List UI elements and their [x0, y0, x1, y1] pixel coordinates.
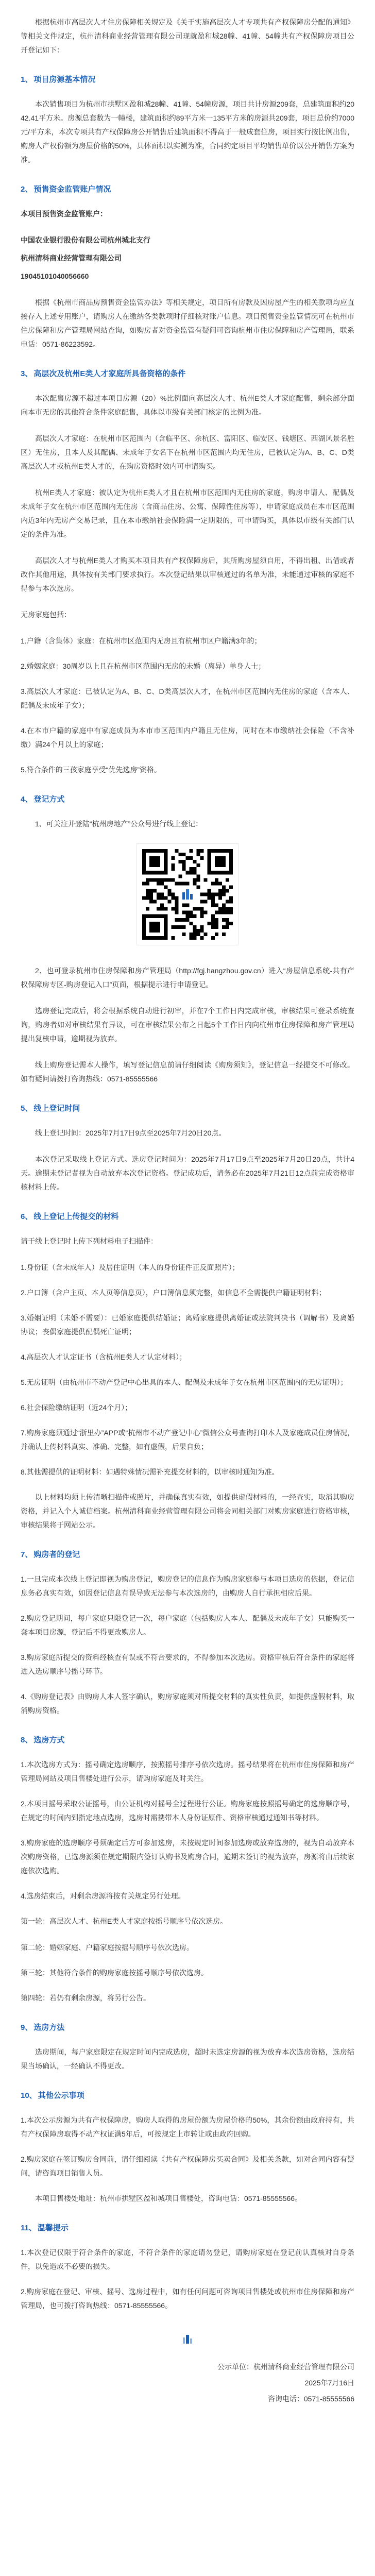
registration-method-paragraph: 选房登记完成后，将会根据系统自动进行初审，并在7个工作日内完成审核，审核结果可登录系统查询，购房者如对审核结果有异议，可在审核结果公布之日起5个工作日内向杭州市住房保障和房产管理局提出复核申请，逾期视为放弃。: [21, 1007, 354, 1043]
process-item: 1.一旦完成本次线上登记即视为购房登记，购房登记的信息作为购房家庭参与本项目选房的依据，登记信息务必真实有效，如因登记信息有误导致无法参与本次选房的，由购房人自行承担相应后果。: [21, 1575, 354, 1597]
eligibility-paragraph: 本次配售房源不超过本项目房源（20）%比例面向高层次人才、杭州E类人才家庭配售，剩余部分面向本市无房的其他符合条件家庭配售，具体以市级有关部门核定的比例为准。: [21, 394, 354, 416]
materials-note: 以上材料均须上传清晰扫描件或照片，并确保真实有效，如提供虚假材料的，一经查实，取消其购房资格，并记入个人诚信档案。杭州清科商业经营管理有限公司将会同相关部门对购房家庭进行资格审核，审核结果将于网站公示。: [21, 1493, 354, 1529]
materials-item: 1.身份证（含未成年人）及居住证明（本人的身份证件正反面照片）；: [21, 1263, 240, 1272]
selection-item: 1.本次选房方式为：摇号确定选房顺序，按照摇号排序号依次选房。摇号结果将在杭州市住房保障和房产管理局网站及项目售楼处进行公示，请购房家庭及时关注。: [21, 1760, 354, 1783]
selection-item: 2.本项目摇号采取公证摇号，由公证机构对摇号全过程进行公证。购房家庭按照摇号确定的选房顺序号，在规定的时间内到指定地点选房，选房时需携带本人身份证原件、资格审核通过通知书等材料。: [21, 1800, 354, 1822]
supervision-note: 根据《杭州市商品房预售资金监管办法》等相关规定，项目所有房款及因房屋产生的相关款项均应直接存入上述专用账户，请购房人在缴纳各类款项时仔细核对账户信息。项目预售资金监管情况可在杭州市住房保障和房产管理局网站查询，如购房者对资金监管有疑问可咨询杭州市住房保障和房产管理局，联系电话：0571-86223592。: [21, 298, 354, 348]
process-item: 3.购房家庭所提交的资料经核查有误或不符合要求的，不得参加本次选房。资格审核后符合条件的家庭将进入选房顺序号摇号环节。: [21, 1653, 354, 1675]
supervision-intro: 本项目预售资金监管账户：: [21, 210, 107, 218]
section-heading-materials: 6、 线上登记上传提交的材料: [21, 1212, 119, 1221]
priority-item: 2.婚姻家庭：30周岁以上且在杭州市区范围内无房的未婚（离异）单身人士；: [21, 662, 266, 670]
section-heading-project-info: 1、 项目房源基本情况: [21, 75, 96, 84]
section-heading-registration-method: 4、 登记方式: [21, 795, 65, 804]
hotline-link[interactable]: 0571-85555566: [107, 1075, 158, 1083]
building-logo-icon: [182, 2333, 193, 2345]
method-item: 第三轮：其他符合条件的购房家庭按摇号顺序号依次选房。: [21, 1969, 208, 1977]
registration-method-paragraph: 2、也可登录杭州市住房保障和房产管理局（http://fgj.hangzhou.gov.cn）进入“房屋信息系统-共有产权保障房专区-购房登记入口”页面，根据提示进行申请登记。: [21, 967, 354, 989]
materials-intro: 请于线上登记时上传下列材料电子扫描件：: [21, 1237, 158, 1245]
section-heading-supervision: 2、 预售资金监管账户情况: [21, 185, 111, 194]
tips-item: 1.本次登记仅限于符合条件的家庭，不符合条件的家庭请勿登记，请购房家庭在登记前认真核对自身条件，以免造成不必要的损失。: [21, 2248, 354, 2270]
account-name: 杭州清科商业经营管理有限公司: [21, 254, 122, 262]
process-item: 4.《购房登记表》由购房人本人签字确认，购房家庭须对所提交材料的真实性负责，如提供虚假材料，取消购房资格。: [21, 1692, 354, 1715]
materials-item: 5.无房证明（由杭州市不动产登记中心出具的本人、配偶及未成年子女在杭州市区范围内的无房证明）；: [21, 1378, 348, 1386]
priority-item: 3.高层次人才家庭：已被认定为A、B、C、D类高层次人才，在杭州市区范围内无住房的家庭（含本人、配偶及未成年子女）；: [21, 687, 354, 709]
account-bank: 中国农业银行股份有限公司杭州城北支行: [21, 236, 150, 244]
section-heading-buyer-registration: 7、 购房者的登记: [21, 1550, 80, 1559]
materials-item: 8.其他需提供的证明材料：如遇特殊情况需补充提交材料的，以审核时通知为准。: [21, 1468, 279, 1476]
eligibility-paragraph: 高层次人才家庭：在杭州市区范围内（含临平区、余杭区、富阳区、临安区、钱塘区、西湖风景名胜区）无住房，且本人及其配偶、未成年子女名下在杭州市区范围内均无住房，已被认定为A、B、C、D类高层次人才或杭州E类人才的，在购房资格时效内可申请购买。: [21, 434, 354, 470]
materials-item: 7.购房家庭须通过“浙里办”APP或“杭州市不动产登记中心”微信公众号查询打印本人及家庭成员住房情况，并确认上传材料真实、准确、完整，如有虚假，后果自负；: [21, 1429, 354, 1451]
publisher-logo: [21, 2333, 354, 2345]
priority-intro: 无房家庭包括：: [21, 611, 71, 619]
section-heading-tips: 11、 温馨提示: [21, 2224, 69, 2232]
selection-item: 4.选房结束后，对剩余房源将按有关规定另行处理。: [21, 1892, 185, 1900]
materials-item: 6.社会保险缴纳证明（近24个月）；: [21, 1403, 132, 1412]
footer-phone: 咨询电话：0571-85555566: [267, 2395, 354, 2403]
intro-paragraph: 根据杭州市高层次人才住房保障相关规定及《关于实施高层次人才专项共有产权保障房分配的通知》等相关文件规定，杭州清科商业经营管理有限公司现就盈和城28幢、41幢、54幢共有产权保障房项目公开登记如下：: [21, 18, 354, 54]
footer-phone-link[interactable]: 0571-85555566: [303, 2395, 354, 2403]
materials-item: 4.高层次人才认定证书（含杭州E类人才认定材料）；: [21, 1353, 187, 1361]
other-item: 1.本次公示房源为共有产权保障房，购房人取得的房屋份额为房屋价格的50%，其余份额由政府持有，共有产权保障房取得不动产权证满5年后，可按规定上市转让或由政府回购。: [21, 2116, 354, 2138]
priority-item: 1.户籍（含集体）家庭：在杭州市区范围内无房且有杭州市区户籍满3年的；: [21, 637, 262, 645]
selection-item: 3.购房家庭的选房顺序号须确定后方可参加选房，未按规定时间参加选房或放弃选房的，视为自动放弃本次购房资格，已选房源须在规定期限内签订认购书及购房合同，逾期未签订的视为放弃，房源将由后续家庭依次选购。: [21, 1839, 354, 1875]
eligibility-paragraph: 高层次人才与杭州E类人才购买本项目共有产权保障房后，其所购房屋须自用，不得出租、出借或者改作其他用途，具体按有关部门要求执行。本次登记结果以审核通过的名单为准，未能通过审核的家庭不得参与本次选房。: [21, 556, 354, 592]
qr-code-icon[interactable]: [137, 843, 238, 945]
footer-date: 2025年7月16日: [304, 2379, 354, 2387]
other-note: 本项目售楼处地址：杭州市拱墅区盈和城项目售楼处，咨询电话：0571-85555566。: [35, 2194, 302, 2202]
section-heading-eligibility: 3、 高层次及杭州E类人才家庭所具备资格的条件: [21, 369, 186, 378]
section-heading-selection-method: 9、 选房方法: [21, 2023, 65, 2032]
footer-company: 公示单位：杭州清科商业经营管理有限公司: [217, 2363, 354, 2371]
materials-item: 2.户口簿（含户主页、本人页等信息页），户口簿信息须完整，如信息不全需提供户籍证明材料；: [21, 1289, 326, 1297]
materials-item: 3.婚姻证明（未婚不需要）：已婚家庭提供结婚证；离婚家庭提供离婚证或法院判决书（调解书）及离婚协议；丧偶家庭提供配偶死亡证明；: [21, 1314, 354, 1336]
section-heading-other: 10、 其他公示事项: [21, 2091, 84, 2100]
priority-item: 4.在本市户籍的家庭中有家庭成员为本市市区范围内户籍且无住房，同时在本市缴纳社会保险（不含补缴）满24个月以上的家庭；: [21, 726, 354, 749]
project-info-paragraph: 本次销售项目为杭州市拱墅区盈和城28幢、41幢、54幢房源，项目共计房源209套，总建筑面积约2042.41平方米。房源总套数为一幢楼，建筑面积约89平方米一135平方米的房源共209套，项目总价约7000元/平方米，本次专项共有产权保障房公开销售后建筑面积不得高于一般成套住房，项目实行按比例出售，购房人产权份额为房屋价格的50%，具体面积以实测为准，合同约定项目平均销售单价以公开销售方案为准。: [21, 100, 354, 164]
account-number: 19045101040056660: [21, 272, 89, 280]
tips-item: 2.购房家庭在登记、审核、摇号、选房过程中，如有任何问题可咨询项目售楼处或杭州市住房保障和房产管理局，也可拨打咨询热线：0571-85555566。: [21, 2287, 354, 2310]
other-item: 2.购房家庭在签订购房合同前，请仔细阅读《共有产权保障房买卖合同》及相关条款，如对合同内容有疑问，请咨询项目销售人员。: [21, 2155, 354, 2177]
method-note: 选房期间，每户家庭限定在规定时间内完成选房，超时未选定房源的视为放弃本次选房资格，选房结果当场确认，一经确认不得更改。: [21, 2048, 354, 2070]
priority-item: 5.符合条件的三孩家庭享受“优先选房”资格。: [21, 766, 161, 774]
eligibility-paragraph: 杭州E类人才家庭：被认定为杭州E类人才且在杭州市区范围内无住房的家庭，购房申请人、配偶及未成年子女在杭州市区范围内无住房（含商品住房、公寓、保障性住房等），申请家庭成员在本市区范围内近3年内无房产交易记录，且在本市缴纳社会保险满一定期限的，可申请购买，具体以市级有关部门认定的条件为准。: [21, 488, 354, 538]
method-item: 第二轮：婚姻家庭、户籍家庭按摇号顺序号依次选房。: [21, 1943, 194, 1952]
building-logo-icon: [179, 886, 196, 903]
method-item: 第四轮：若仍有剩余房源，将另行公告。: [21, 1994, 150, 2002]
method-intro: 第一轮：高层次人才、杭州E类人才家庭按摇号顺序号依次选房。: [21, 1917, 228, 1925]
registration-method-paragraph: 线上购房登记需本人操作，填写登记信息前请仔细阅读《购房须知》，登记信息一经提交不可修改。如有疑问请拨打咨询热线：0571-85555566: [21, 1061, 354, 1083]
process-item: 2.购房登记期间，每户家庭只限登记一次，每户家庭（包括购房人本人、配偶及未成年子女）只能购买一套本项目房源，登记后不得更改购房人。: [21, 1614, 354, 1636]
section-heading-selection: 8、 选房方式: [21, 1736, 65, 1744]
registration-method-paragraph: 1、可关注并登陆“杭州房地产”公众号进行线上登记：: [35, 820, 203, 828]
online-time-paragraph: 线上登记时间：2025年7月17日9点至2025年7月20日20点。: [35, 1129, 226, 1137]
online-time-note: 本次登记采取线上登记方式。选房登记时间为：2025年7月17日9点至2025年7月20日20点，共计4天。逾期未登记者视为自动放弃本次登记资格。登记成功后，请务必在2025年7月21日12点前完成资格审核材料上传。: [21, 1155, 354, 1191]
section-heading-online-time: 5、 线上登记时间: [21, 1104, 80, 1113]
